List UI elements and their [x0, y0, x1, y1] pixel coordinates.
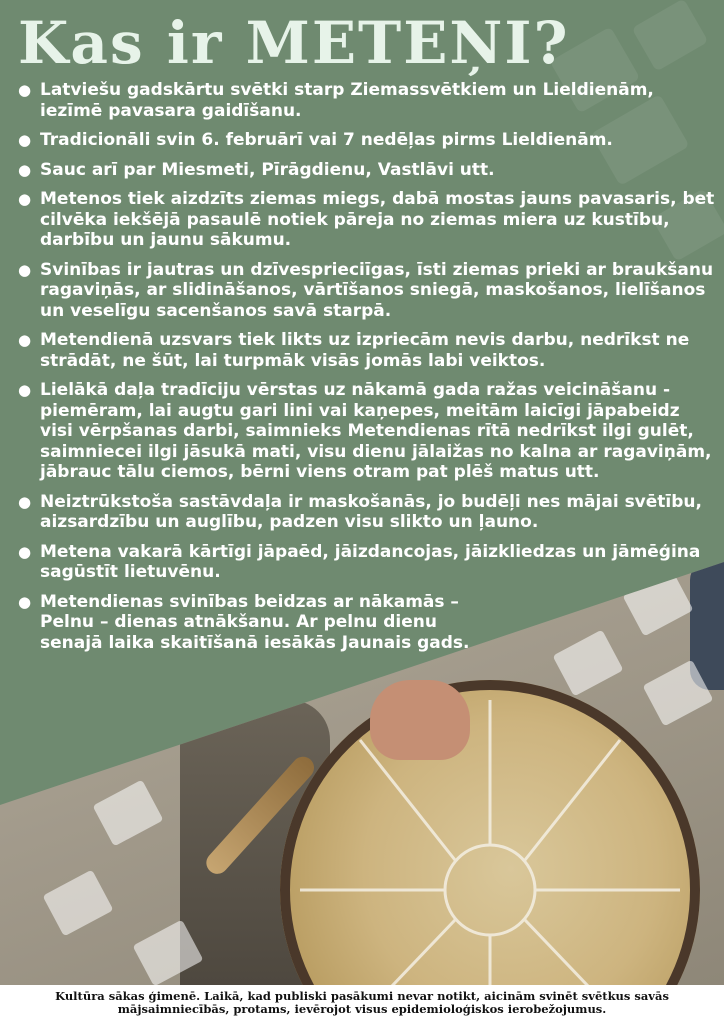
decorative-square [632, 0, 709, 72]
photo-hand [370, 680, 470, 760]
film-square [92, 780, 163, 847]
list-item: ● Metendienas svinības beidzas ar nākamās – Pelnu – dienas atnākšanu. Ar pelnu dienu senajā laika skaitīšanā iesākās Jaunais gads. [18, 592, 480, 654]
facts-list [18, 80, 718, 662]
footer-note: Kultūra sākas ģimenē. Laikā, kad publiski pasākumi nevar notikt, aicinām svinēt svētkus savās mājsaimniecībās, protams, ievērojot visus epidemioloģiskos ierobežojumus. [0, 985, 724, 1024]
film-square [42, 870, 113, 937]
list-item: ● Lielākā daļa tradīciju vērstas uz nākamā gada ražas veicināšanu - piemēram, lai augtu gari lini vai kaņepes, meitām laicīgi jāpabeidz visi vērpšanas darbi, saimnieks Metendienas rītā nedrīkst ilgi gulēt, saimniecei ilgi jāsukā mati, visu dienu jālaižas no kalna ar ragaviņām, jābrauc tālu ciemos, bērni viens otram pat plēš matus utt. [18, 380, 718, 483]
list-item: ● Sauc arī par Miesmeti, Pīrāgdienu, Vastlāvi utt. [18, 160, 718, 181]
list-item: ● Metendienā uzsvars tiek likts uz izpriecām nevis darbu, nedrīkst ne strādāt, ne šūt, lai turpmāk visās jomās labi veiktos. [18, 330, 718, 371]
drum-lacing [280, 680, 700, 1024]
frame-drum-image [280, 680, 700, 1024]
list-item: ● Tradicionāli svin 6. februārī vai 7 nedēļas pirms Lieldienām. [18, 130, 718, 151]
list-item: ● Latviešu gadskārtu svētki starp Ziemassvētkiem un Lieldienām, iezīmē pavasara gaidīšanu. [18, 80, 718, 121]
list-item: ● Svinības ir jautras un dzīvesprieciīgas, īsti ziemas prieki ar braukšanu ragaviņās, ar slidināšanos, vārtīšanos sniegā, maskošanos, lielīšanos un veselīgu sacenšanos savā starpā. [18, 260, 718, 322]
list-item: ● Neiztrūkstoša sastāvdaļa ir maskošanās, jo budēļi nes mājai svētību, aizsardzību un auglību, padzen visu slikto un ļauno. [18, 492, 718, 533]
list-item: ● Metena vakarā kārtīgi jāpaēd, jāizdancojas, jāizkliedzas un jāmēģina sagūstīt lietuvēnu. [18, 542, 718, 583]
list-item: ● Metenos tiek aizdzīts ziemas miegs, dabā mostas jauns pavasaris, bet cilvēka iekšējā pasaulē notiek pāreja no ziemas miera uz kustību, darbību un jaunu sākumu. [18, 189, 718, 251]
page-title: Kas ir METEŅI? [18, 9, 570, 77]
